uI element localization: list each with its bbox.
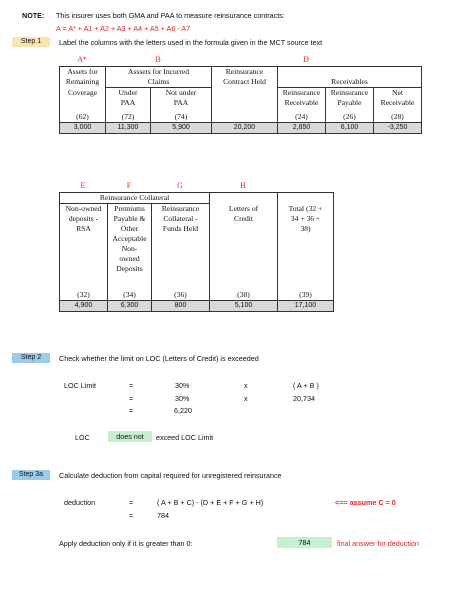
letter-f: F: [126, 181, 132, 190]
letter-b: B: [155, 55, 161, 64]
pct: 30%: [175, 394, 190, 403]
step2-badge: Step 2: [12, 353, 50, 363]
letter-d: D: [303, 55, 309, 64]
loc-label: LOC: [75, 433, 90, 442]
eq: =: [129, 394, 134, 403]
code-cell: (24): [278, 108, 326, 123]
h-reins-payable: Reinsurance Payable: [326, 88, 374, 109]
value-cell: 800: [152, 301, 210, 312]
h-total: Total (32 + 34 + 36 + 38): [278, 204, 334, 291]
pct: 30%: [175, 381, 190, 390]
apply-text: Apply deduction only if it is greater than 0:: [59, 539, 193, 548]
code-cell: (36): [152, 290, 210, 301]
step1-badge: Step 1: [12, 37, 50, 47]
step3a-text: Calculate deduction from capital required for unregistered reinsurance: [59, 471, 282, 480]
eq: =: [129, 406, 134, 415]
value-cell: 6,300: [108, 301, 152, 312]
h-receivables: Receivables: [278, 77, 422, 88]
assume-note: <== assume C = 0: [335, 498, 396, 507]
table1: [59, 66, 422, 134]
h-funds-held: Reinsurance Collateral - Funds Held: [152, 204, 210, 291]
value-cell: 20,200: [212, 123, 278, 134]
h-assets: Assets for Remaining: [60, 67, 106, 88]
code-cell: (34): [108, 290, 152, 301]
eq: =: [129, 498, 134, 507]
final-note: final answer for deduction: [337, 539, 419, 548]
letter-e: E: [80, 181, 86, 190]
code-cell: (72): [106, 108, 151, 123]
code-cell: (26): [326, 108, 374, 123]
value-cell: -3,250: [374, 123, 422, 134]
code-cell: (28): [374, 108, 422, 123]
deduction-result: 784: [157, 511, 169, 520]
loc-limit-value: 6,220: [174, 406, 192, 415]
step1-text: Label the columns with the letters used in the formula given in the MCT source text: [59, 38, 323, 47]
value-cell: 6,100: [326, 123, 374, 134]
code-cell: (32): [60, 290, 108, 301]
h-incurred-2: Claims: [106, 77, 212, 88]
value-cell: 5,900: [151, 123, 212, 134]
value-cell: 2,850: [278, 123, 326, 134]
times: x: [244, 394, 248, 403]
code-cell: (38): [210, 290, 278, 301]
value-cell: 3,000: [60, 123, 106, 134]
deduction-label: deduction: [64, 498, 96, 507]
h-net-receivable: Net Receivable: [374, 88, 422, 109]
value-cell: 17,100: [278, 301, 334, 312]
code-cell: (39): [278, 290, 334, 301]
final-value-cell: 784: [277, 537, 332, 548]
letter-h: H: [240, 181, 246, 190]
step3a-badge: Step 3a: [12, 470, 50, 480]
rhs: ( A + B ): [293, 381, 319, 390]
h-under-paa: Under PAA: [106, 88, 151, 109]
step2-text: Check whether the limit on LOC (Letters of Credit) is exceeded: [59, 354, 259, 363]
letter-a-star: A*: [77, 55, 87, 64]
note-text: This insurer uses both GMA and PAA to measure reinsurance contracts:: [56, 11, 285, 20]
eq: =: [129, 381, 134, 390]
times: x: [244, 381, 248, 390]
deduction-formula: ( A + B + C) - (D + E + F + G + H): [157, 498, 264, 507]
value-cell: 5,100: [210, 301, 278, 312]
h-reins-receivable: Reinsurance Receivable: [278, 88, 326, 109]
note-label: NOTE:: [22, 11, 45, 20]
rhs: 20,734: [293, 394, 315, 403]
h-not-under-paa: Not under PAA: [151, 88, 212, 109]
h-letters-of-credit: Letters of Credit: [210, 204, 278, 291]
code-cell: (62): [60, 108, 106, 123]
code-cell: (74): [151, 108, 212, 123]
h-incurred: Asssets for Incurred: [106, 67, 212, 78]
loc-limit-label: LOC Limit: [64, 381, 96, 390]
h-contract-held: Reinsurance Contract Held: [212, 67, 278, 88]
value-cell: 11,300: [106, 123, 151, 134]
h-coverage: Coverage: [60, 88, 106, 109]
value-cell: 4,900: [60, 301, 108, 312]
note-formula: A = A* + A1 + A2 + A3 + A4 + A5 + A6 - A7: [56, 24, 191, 33]
letter-g: G: [177, 181, 183, 190]
exceed-text: exceed LOC Limit: [156, 433, 214, 442]
code-cell: [212, 108, 278, 123]
h-nonowned: Non-owned deposits - RSA: [60, 204, 108, 291]
eq: =: [129, 511, 134, 520]
h-premiums: Premiums Payable & Other Acceptable Non- owned Deposits: [108, 204, 152, 291]
does-not-badge: does not: [108, 431, 152, 442]
table2: [59, 192, 334, 312]
h-collateral: Reinsurance Collateral: [60, 193, 210, 204]
